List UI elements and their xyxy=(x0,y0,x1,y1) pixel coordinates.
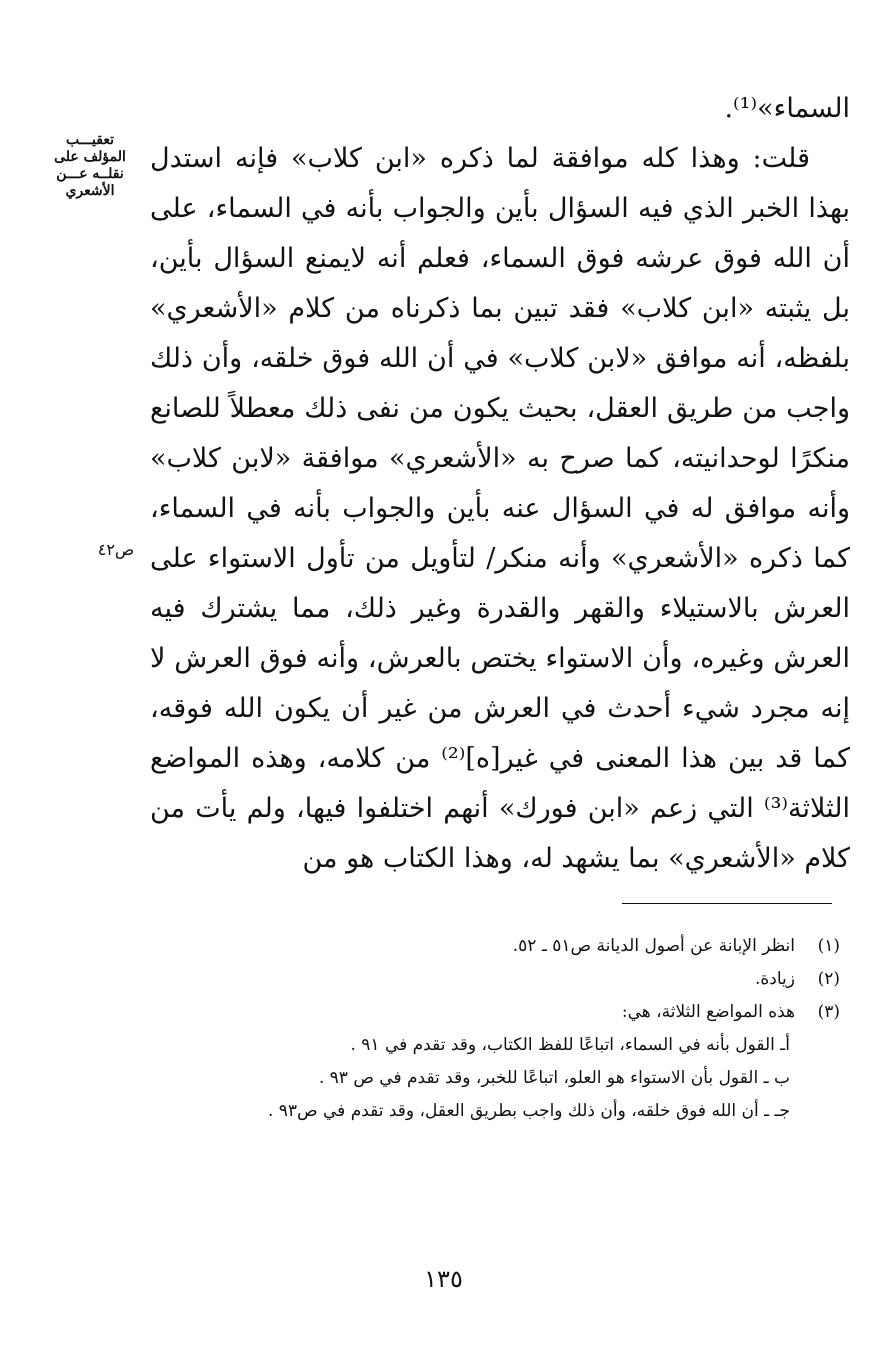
margin-note-line: تعقيـــب xyxy=(65,132,114,148)
footnotes xyxy=(150,930,840,1128)
margin-note-line: المؤلف على xyxy=(54,149,126,165)
footnote-divider xyxy=(622,903,832,904)
page-number: ١٣٥ xyxy=(424,1265,463,1293)
margin-note-line: نقلــه عـــن xyxy=(56,166,124,182)
margin-note xyxy=(40,132,140,200)
margin-note-line: الأشعري xyxy=(65,183,115,199)
footnote-text: انظر الإبانة عن أصول الديانة ص٥١ ـ ٥٢. xyxy=(512,936,795,956)
footnote-number: (٣) xyxy=(817,1002,840,1022)
footnote-number: (١) xyxy=(817,936,840,956)
footnote-2 xyxy=(150,963,840,996)
footnote-text: زيادة. xyxy=(754,969,795,989)
footnote-1 xyxy=(150,930,840,963)
footnote-text: هذه المواضع الثلاثة، هي: xyxy=(621,1002,795,1022)
body-paragraph: قلت: وهذا كله موافقة لما ذكره «ابن كلاب» فإنه استدل بهذا الخبر الذي فيه السؤال بأين والجواب بأنه في السماء، على أن الله فوق عرشه فوق السماء، فعلم أنه لايمنع السؤال بأين، بل يثبته «ابن كلاب» فقد تبين بما ذكرناه من كلام «الأشعري» بلفظه، أنه موافق «لابن كلاب» في أن الله فوق خلقه، وأن ذلك واجب من طريق العقل، بحيث يكون من نفى ذلك معطلاً للصانع منكرًا لوحدانيته، كما صرح به «الأشعري» موافقة «لابن كلاب» وأنه موافق له في السؤال عنه بأين والجواب بأنه في السماء، كما ذكره «الأشعري» وأنه منكر/ لتأويل من تأول الاستواء على العرش بالاستيلاء والقهر والقدرة وغير ذلك، مما يشترك فيه العرش وغيره، وأن الاستواء يختص بالعرش، وأنه فوق العرش لا إنه مجرد شيء أحدث في العرش من غير أن يكون الله فوقه، كما قد بين هذا المعنى في غير[ه]⁽²⁾ من كلامه، وهذه المواضع الثلاثة⁽³⁾ التي زعم «ابن فورك» أنهم اختلفوا فيها، ولم يأت من كلام «الأشعري» بما يشهد له، وهذا الكتاب هو من xyxy=(150,143,851,874)
footnote-3-item-c: جـ ـ أن الله فوق خلقه، وأن ذلك واجب بطريق العقل، وقد تقدم في ص٩٣ . xyxy=(267,1101,790,1121)
footnote-3-item-a: أـ القول بأنه في السماء، اتباعًا للفظ الكتاب، وقد تقدم في ٩١ . xyxy=(350,1035,790,1055)
manuscript-page-marker: ص٤٢ xyxy=(97,540,135,559)
footnote-number: (٢) xyxy=(817,969,840,989)
footnote-3-item-b: ب ـ القول بأن الاستواء هو العلو، اتباعًا للخبر، وقد تقدم في ص ٩٣ . xyxy=(318,1068,790,1088)
opening-line: السماء»⁽¹⁾. xyxy=(724,93,850,124)
footnote-3 xyxy=(150,996,840,1029)
main-text xyxy=(150,84,850,884)
